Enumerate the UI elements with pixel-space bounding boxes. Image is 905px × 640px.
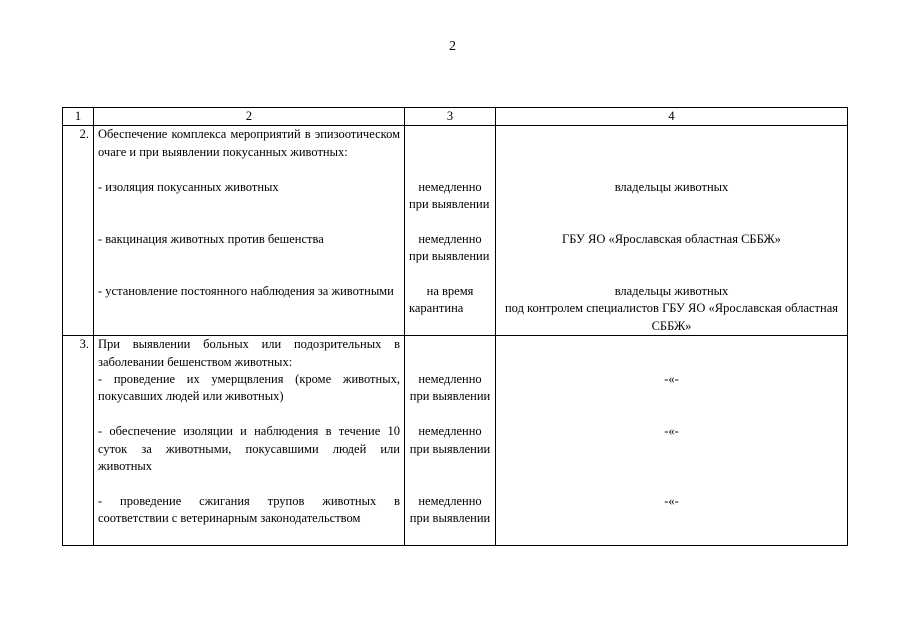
page-number: 2 [449,39,456,54]
term-item: немедленно при выявлении [409,371,491,404]
measures-cell [94,126,405,336]
row-intro: При выявлении больных или подозрительных в заболевании бешенством животных: [98,337,400,369]
row-number: 3. [63,336,94,546]
term-cell [405,336,496,546]
column-header-1: 1 [63,108,94,126]
executor-item: -«- [664,371,679,386]
measures-table [62,107,848,546]
executor-item: владельцы животных [614,179,729,194]
executor-item: под контролем специалистов ГБУ ЯО «Ярославская областная СББЖ» [504,301,838,333]
table-row [63,336,848,546]
action-item: - проведение их умерщвления (кроме животных, покусавших людей или животных) [98,371,400,404]
measures-cell [94,336,405,546]
term-item: немедленно при выявлении [409,231,490,264]
column-header-3: 3 [405,108,496,126]
executor-item: ГБУ ЯО «Ярославская областная СББЖ» [562,231,781,246]
column-header-4: 4 [496,108,848,126]
action-item: - обеспечение изоляции и наблюдения в течение 10 суток за животными, покусавшими людей или животных [98,424,400,473]
executor-cell [496,126,848,336]
table-row [63,126,848,336]
term-item: на время карантина [409,283,474,316]
action-item: - вакцинация животных против бешенства [98,231,324,246]
row-intro: Обеспечение комплекса мероприятий в эпизоотическом очаге и при выявлении покусанных животных: [98,127,400,159]
executor-item: -«- [664,493,679,508]
row-number: 2. [63,126,94,336]
column-header-2: 2 [94,108,405,126]
action-item: - установление постоянного наблюдения за животными [98,283,394,298]
term-item: немедленно при выявлении [409,179,490,211]
executor-item: -«- [664,424,679,439]
action-item: - изоляция покусанных животных [98,179,279,194]
table-header-row [63,108,848,126]
term-cell [405,126,496,336]
action-item: - проведение сжигания трупов животных в соответствии с ветеринарным законодательством [98,493,400,526]
executor-cell [496,336,848,546]
term-item: немедленно при выявлении [409,493,491,526]
executor-item: владельцы животных [614,283,729,298]
term-item: немедленно при выявлении [409,424,491,456]
